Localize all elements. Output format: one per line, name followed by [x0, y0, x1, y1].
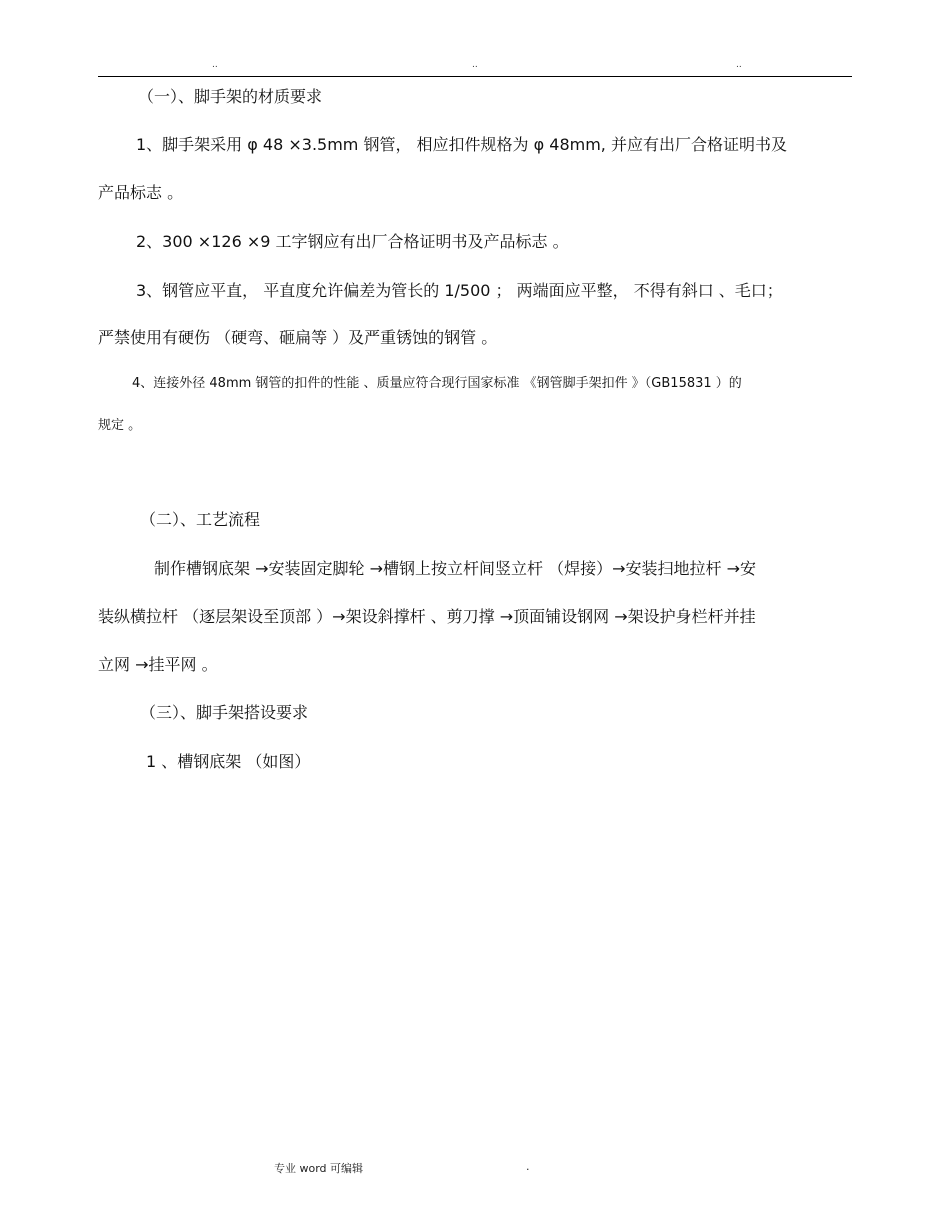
item-1-line-2: 产品标志 。 — [98, 183, 184, 202]
section-heading-1: （一）、脚手架的材质要求 — [138, 87, 323, 106]
item-3-line-1: 3、钢管应平直， 平直度允许偏差为管长的 1/500 ； 两端面应平整， 不得有斜口 、毛口； — [136, 281, 783, 300]
process-line-1: 制作槽钢底架 →安装固定脚轮 →槽钢上按立杆间竖立杆 （焊接）→安装扫地拉杆 →安 — [154, 559, 756, 578]
item-4-line-2: 规定 。 — [98, 418, 142, 433]
section-heading-2: （二）、工艺流程 — [140, 510, 261, 529]
process-line-3: 立网 →挂平网 。 — [98, 655, 218, 674]
footer-label: 专业 word 可编辑 — [274, 1162, 364, 1175]
header-rule — [98, 76, 852, 77]
item-3-line-2: 严禁使用有硬伤 （硬弯、砸扁等 ）及严重锈蚀的钢管 。 — [98, 328, 498, 347]
erection-item-1: 1 、槽钢底架 （如图） — [146, 752, 311, 771]
footer-dot: . — [526, 1160, 530, 1173]
header-mark-center: .. — [472, 60, 478, 70]
header-mark-right: .. — [736, 60, 742, 70]
item-1-line-1: 1、脚手架采用 φ 48 ×3.5mm 钢管， 相应扣件规格为 φ 48mm, 并应有出厂合格证明书及 — [136, 135, 787, 154]
header-mark-left: .. — [212, 60, 218, 70]
item-4-line-1: 4、连接外径 48mm 钢管的扣件的性能 、质量应符合现行国家标准 《钢管脚手架扣件 》（GB15831 ）的 — [132, 376, 742, 391]
item-2: 2、300 ×126 ×9 工字钢应有出厂合格证明书及产品标志 。 — [136, 232, 569, 251]
section-heading-3: （三）、脚手架搭设要求 — [140, 703, 309, 722]
process-line-2: 装纵横拉杆 （逐层架设至顶部 ）→架设斜撑杆 、剪刀撑 →顶面铺设钢网 →架设护身栏杆并挂 — [98, 607, 756, 626]
